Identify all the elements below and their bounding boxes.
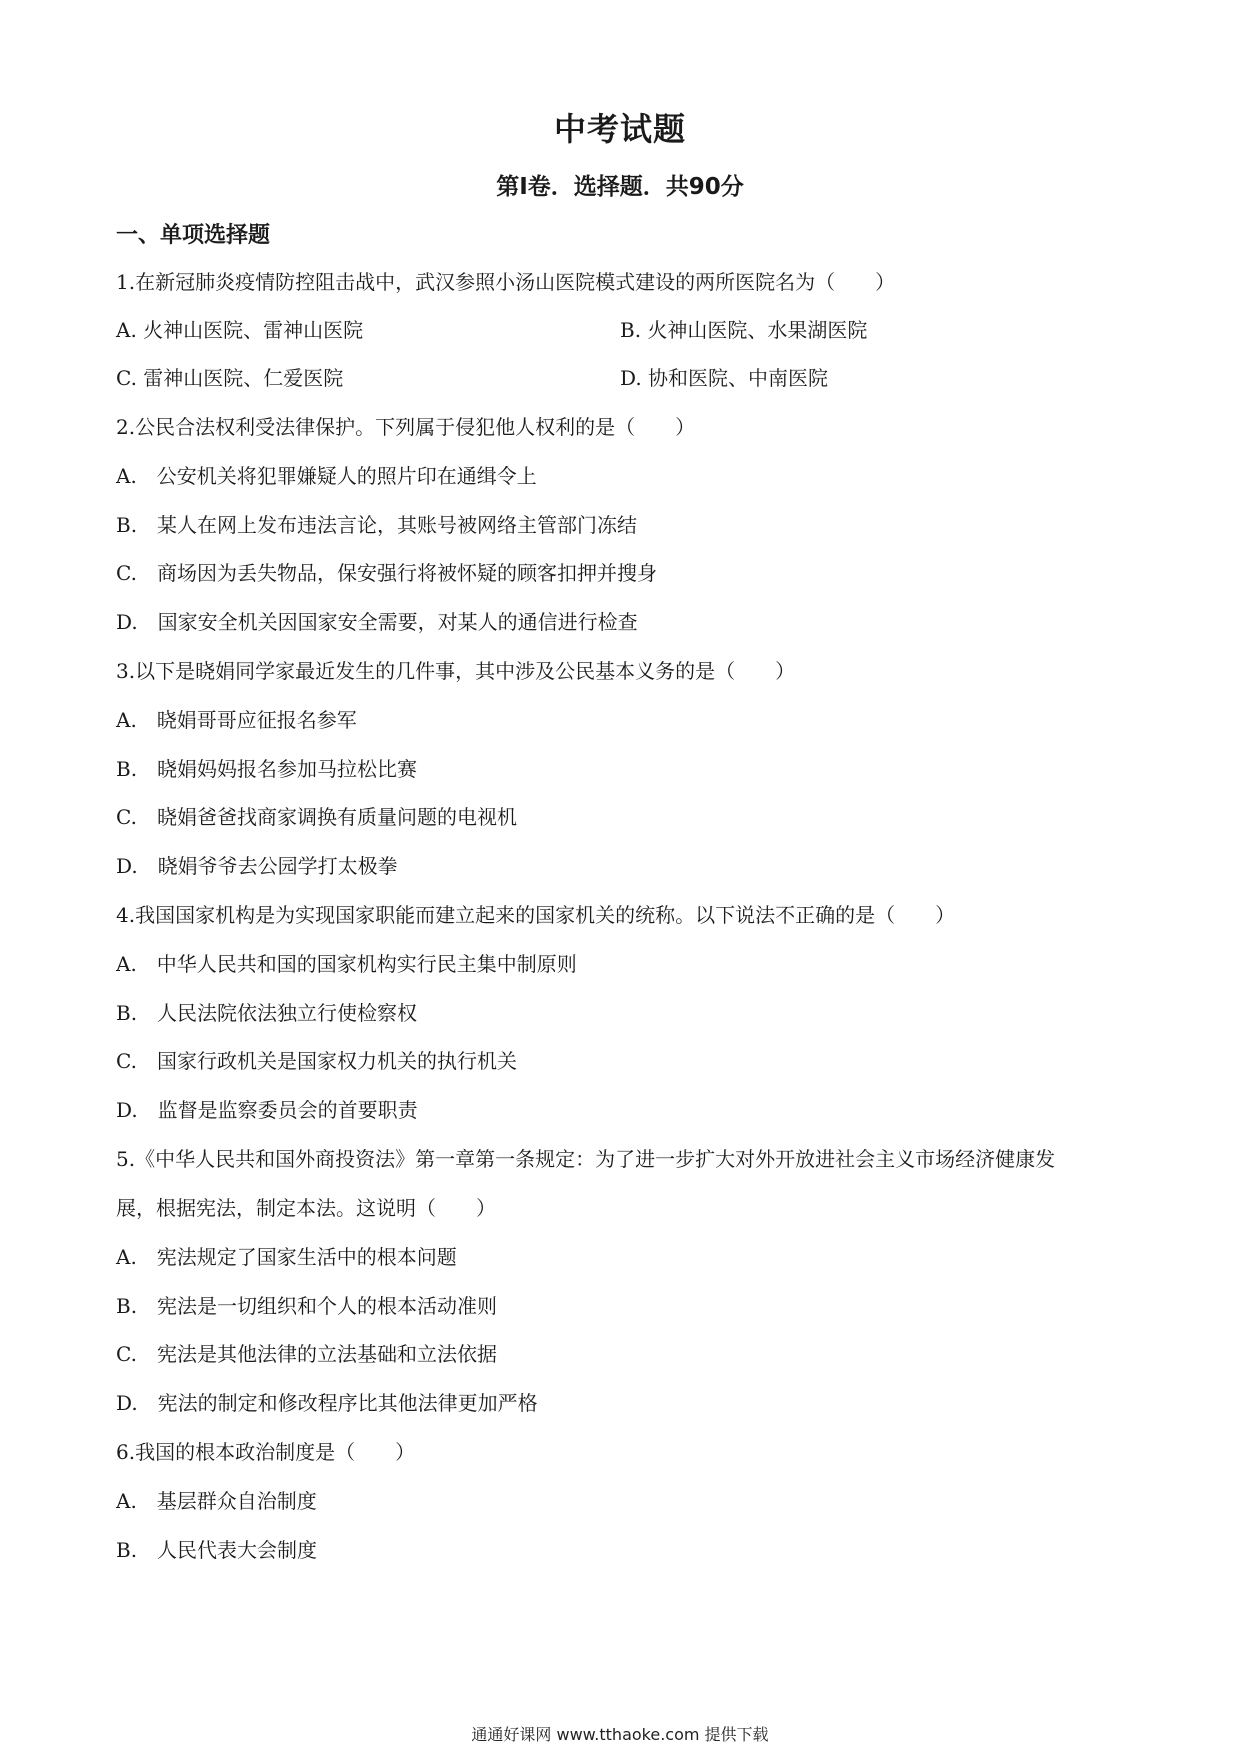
question-4-option-d: D. 监督是监察委员会的首要职责 <box>116 1098 418 1122</box>
question-4-option-a: A. 中华人民共和国的国家机构实行民主集中制原则 <box>116 952 577 976</box>
question-5-option-c: C. 宪法是其他法律的立法基础和立法依据 <box>116 1342 497 1366</box>
question-5-option-b: B. 宪法是一切组织和个人的根本活动准则 <box>116 1294 498 1318</box>
question-5-stem-line-2: 展，根据宪法，制定本法。这说明（ ） <box>116 1196 496 1220</box>
question-2-option-a: A. 公安机关将犯罪嫌疑人的照片印在通缉令上 <box>116 464 537 488</box>
question-3-option-c: C. 晓娟爸爸找商家调换有质量问题的电视机 <box>116 805 517 829</box>
question-1-option-a: A. 火神山医院、雷神山医院 <box>116 318 364 342</box>
question-4-option-b: B. 人民法院依法独立行使检察权 <box>116 1001 418 1025</box>
question-4-option-c: C. 国家行政机关是国家权力机关的执行机关 <box>116 1049 517 1073</box>
question-5-option-a: A. 宪法规定了国家生活中的根本问题 <box>116 1245 457 1269</box>
question-3-option-b: B. 晓娟妈妈报名参加马拉松比赛 <box>116 757 418 781</box>
question-6-option-a: A. 基层群众自治制度 <box>116 1489 317 1513</box>
question-1-stem: 1.在新冠肺炎疫情防控阻击战中，武汉参照小汤山医院模式建设的两所医院名为（ ） <box>116 270 896 294</box>
question-3-option-d: D. 晓娟爷爷去公园学打太极拳 <box>116 854 398 878</box>
question-3-stem: 3.以下是晓娟同学家最近发生的几件事，其中涉及公民基本义务的是（ ） <box>116 659 796 683</box>
question-1-option-d: D. 协和医院、中南医院 <box>620 366 829 390</box>
question-6-stem: 6.我国的根本政治制度是（ ） <box>116 1440 416 1464</box>
page-subtitle: 第Ⅰ卷．选择题．共90分 <box>496 174 744 200</box>
page-footer: 通通好课网 www.tthaoke.com 提供下载 <box>471 1725 769 1744</box>
question-5-option-d: D. 宪法的制定和修改程序比其他法律更加严格 <box>116 1391 538 1415</box>
page-title: 中考试题 <box>553 110 686 148</box>
question-3-option-a: A. 晓娟哥哥应征报名参军 <box>116 708 357 732</box>
question-2-stem: 2.公民合法权利受法律保护。下列属于侵犯他人权利的是（ ） <box>116 415 696 439</box>
question-5-stem-line-1: 5.《中华人民共和国外商投资法》第一章第一条规定：为了进一步扩大对外开放进社会主义市场经济健康发 <box>116 1147 1056 1171</box>
question-2-option-b: B. 某人在网上发布违法言论，其账号被网络主管部门冻结 <box>116 513 638 537</box>
question-1-option-b: B. 火神山医院、水果湖医院 <box>620 318 868 342</box>
question-1-option-c: C. 雷神山医院、仁爱医院 <box>116 366 344 390</box>
question-4-stem: 4.我国国家机构是为实现国家职能而建立起来的国家机关的统称。以下说法不正确的是（ ） <box>116 903 956 927</box>
question-2-option-c: C. 商场因为丢失物品，保安强行将被怀疑的顾客扣押并搜身 <box>116 561 657 585</box>
question-6-option-b: B. 人民代表大会制度 <box>116 1538 318 1562</box>
section-heading: 一、单项选择题 <box>116 223 271 248</box>
question-2-option-d: D. 国家安全机关因国家安全需要，对某人的通信进行检查 <box>116 610 638 634</box>
